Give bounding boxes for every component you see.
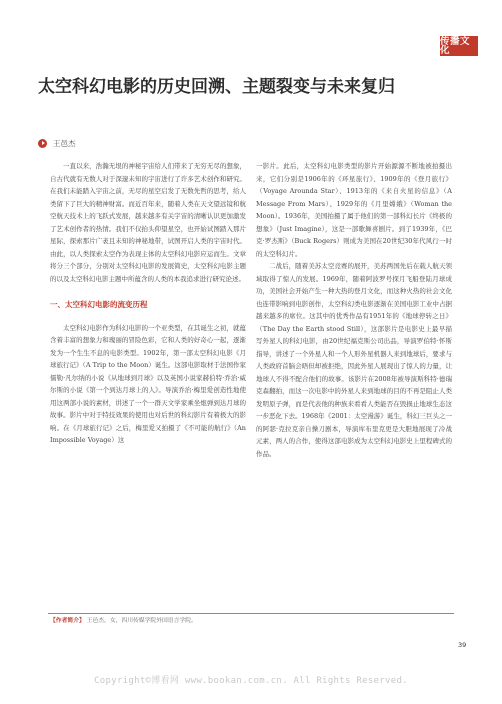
footnote-text: 王邑杰，女，四川传媒学院外国语言学院。 bbox=[86, 618, 197, 624]
article-title: 太空科幻电影的历史回溯、主题裂变与未来复归 bbox=[38, 77, 395, 97]
intro-paragraph: 一直以来，浩瀚无垠的神秘宇宙给人们带来了无穷无尽的想象，自古代就有无数人对于深邃未知的宇宙进行了许多艺术创作和研究。在我们未能踏入宇宙之前，无尽的星空启发了无数先哲的思考，给人类留下了巨大的精神财富。而近百年来，随着人类在天文望远镜和航空航天技术上的飞跃式发展，越来越多有关宇宙的清晰认识更加激发了艺术创作者的热情。我们不仅抬头仰望星空，也开始试图踏入那片星际，探索那片广袤且未知的神秘地带，试图开启人类的宇宙时代。由此，以人类探索太空作为表现主体的太空科幻电影应运而生。文章将分三个部分，分别对太空科幻电影的发展简史，太空科幻电影主题的以及太空科幻电影主题中所蕴含的人类的本我追求进行研究论述。 bbox=[50, 162, 246, 283]
copyright-watermark: Copyright©博看网 www.bookan.com.cn. All Rights Reserved. bbox=[94, 676, 408, 686]
body-paragraph: 太空科幻电影作为科幻电影的一个亚类型，在其诞生之初，就蕴含着丰富的想象力和瑰丽的冒险色彩，它和人类的好奇心一起，逐渐发为一个生生不息的电影类型。1902年，第一部太空科幻电影《月球旅行记》（A Trip to the Moon）诞生。这部电影取材于法国作家儒勒·凡尔纳的小说《从地球到月球》以及英国小说家赫伯特·乔治·威尔斯的小说《第一个到达月球上的人》。导演乔治·梅里爱创造性地使用这两部小说的素材，讲述了一个一群天文学家乘坐炮弹到达月球的故事。影片中对于特技效果的使用也对后世的科幻影片有着极大的影响。在《月球旅行记》之后，梅里爱又拍摄了《不可能的航行》（An Impossible Voyage）这 bbox=[50, 323, 246, 444]
right-column bbox=[256, 160, 452, 460]
footnote-divider bbox=[48, 613, 454, 614]
author-footnote bbox=[50, 617, 450, 626]
author-marker-icon bbox=[38, 139, 47, 148]
column-badge bbox=[440, 36, 478, 56]
section-heading: 一、太空科幻电影的流变历程 bbox=[50, 300, 148, 309]
author-name: 王邑杰 bbox=[53, 138, 76, 148]
body-paragraph: 二战后，随着美苏太空竞赛的展开，美苏两国先后在载人航天领域取得了惊人的发展。1969年，随着阿波罗号探月飞船登陆月球成功，美国社会开始产生一种大热的登月文化，而这种火热的社会文化也连带影响到电影创作，太空科幻类电影逐渐在美国电影工业中占据越来越多的席位。这其中的优秀作品有1951年的《地球停转之日》（The Day the Earth stood Still），这部影片是电影史上最早描写外星人的科幻电影，由20世纪福克斯公司出品，导演罗伯特·怀斯指导，讲述了一个外星人和一个人形外星机器人来到地球后，要求与人类政府首脑会晤但却被拒绝，因此外星人展现出了惊人的力量，让地球人不得不配合他们的故事。该影片在2008年被导演斯科特·德瑞克森翻拍，而这一次电影中的外星人来到地球的目的不再是阻止人类发明原子弹，而是代表他的种族来看看人类能否在毁损止地球生态这一步恶化下去。1968年《2001：太空漫游》诞生，科幻三巨头之一的阿瑟·克拉克亲自操刀剧本，导演库布里克更是大胆地展现了冷战元素，两人的合作，使得这部电影成为太空科幻电影史上里程碑式的作品。 bbox=[256, 262, 452, 458]
left-column bbox=[50, 160, 246, 447]
body-paragraph-continued: 一影片。此后，太空科幻电影类型的影片开始源源不断地被拍摄出来，它们分别是1906年的《环星旅行》、1909年的《登月旅行》（Voyage Arounda Star）、1913年的《来自火星的信息》（A Message From Mars）、1929年的《月里嫦娥》（Woman the Moon）。1936年，美国拍摄了属于他们的第一部科幻长片《终极的想象》（Just Imagine），这是一部歌舞喜剧片。到了1939年，《巴克·罗杰斯》（Buck Rogers）则成为美国在20世纪30年代风行一时的太空科幻片。 bbox=[256, 162, 452, 258]
author-line bbox=[38, 136, 76, 150]
column-badge-label: 传播文化 bbox=[440, 35, 471, 56]
footnote-label: 【作者简介】 bbox=[50, 618, 85, 624]
page-number: 39 bbox=[458, 641, 467, 649]
